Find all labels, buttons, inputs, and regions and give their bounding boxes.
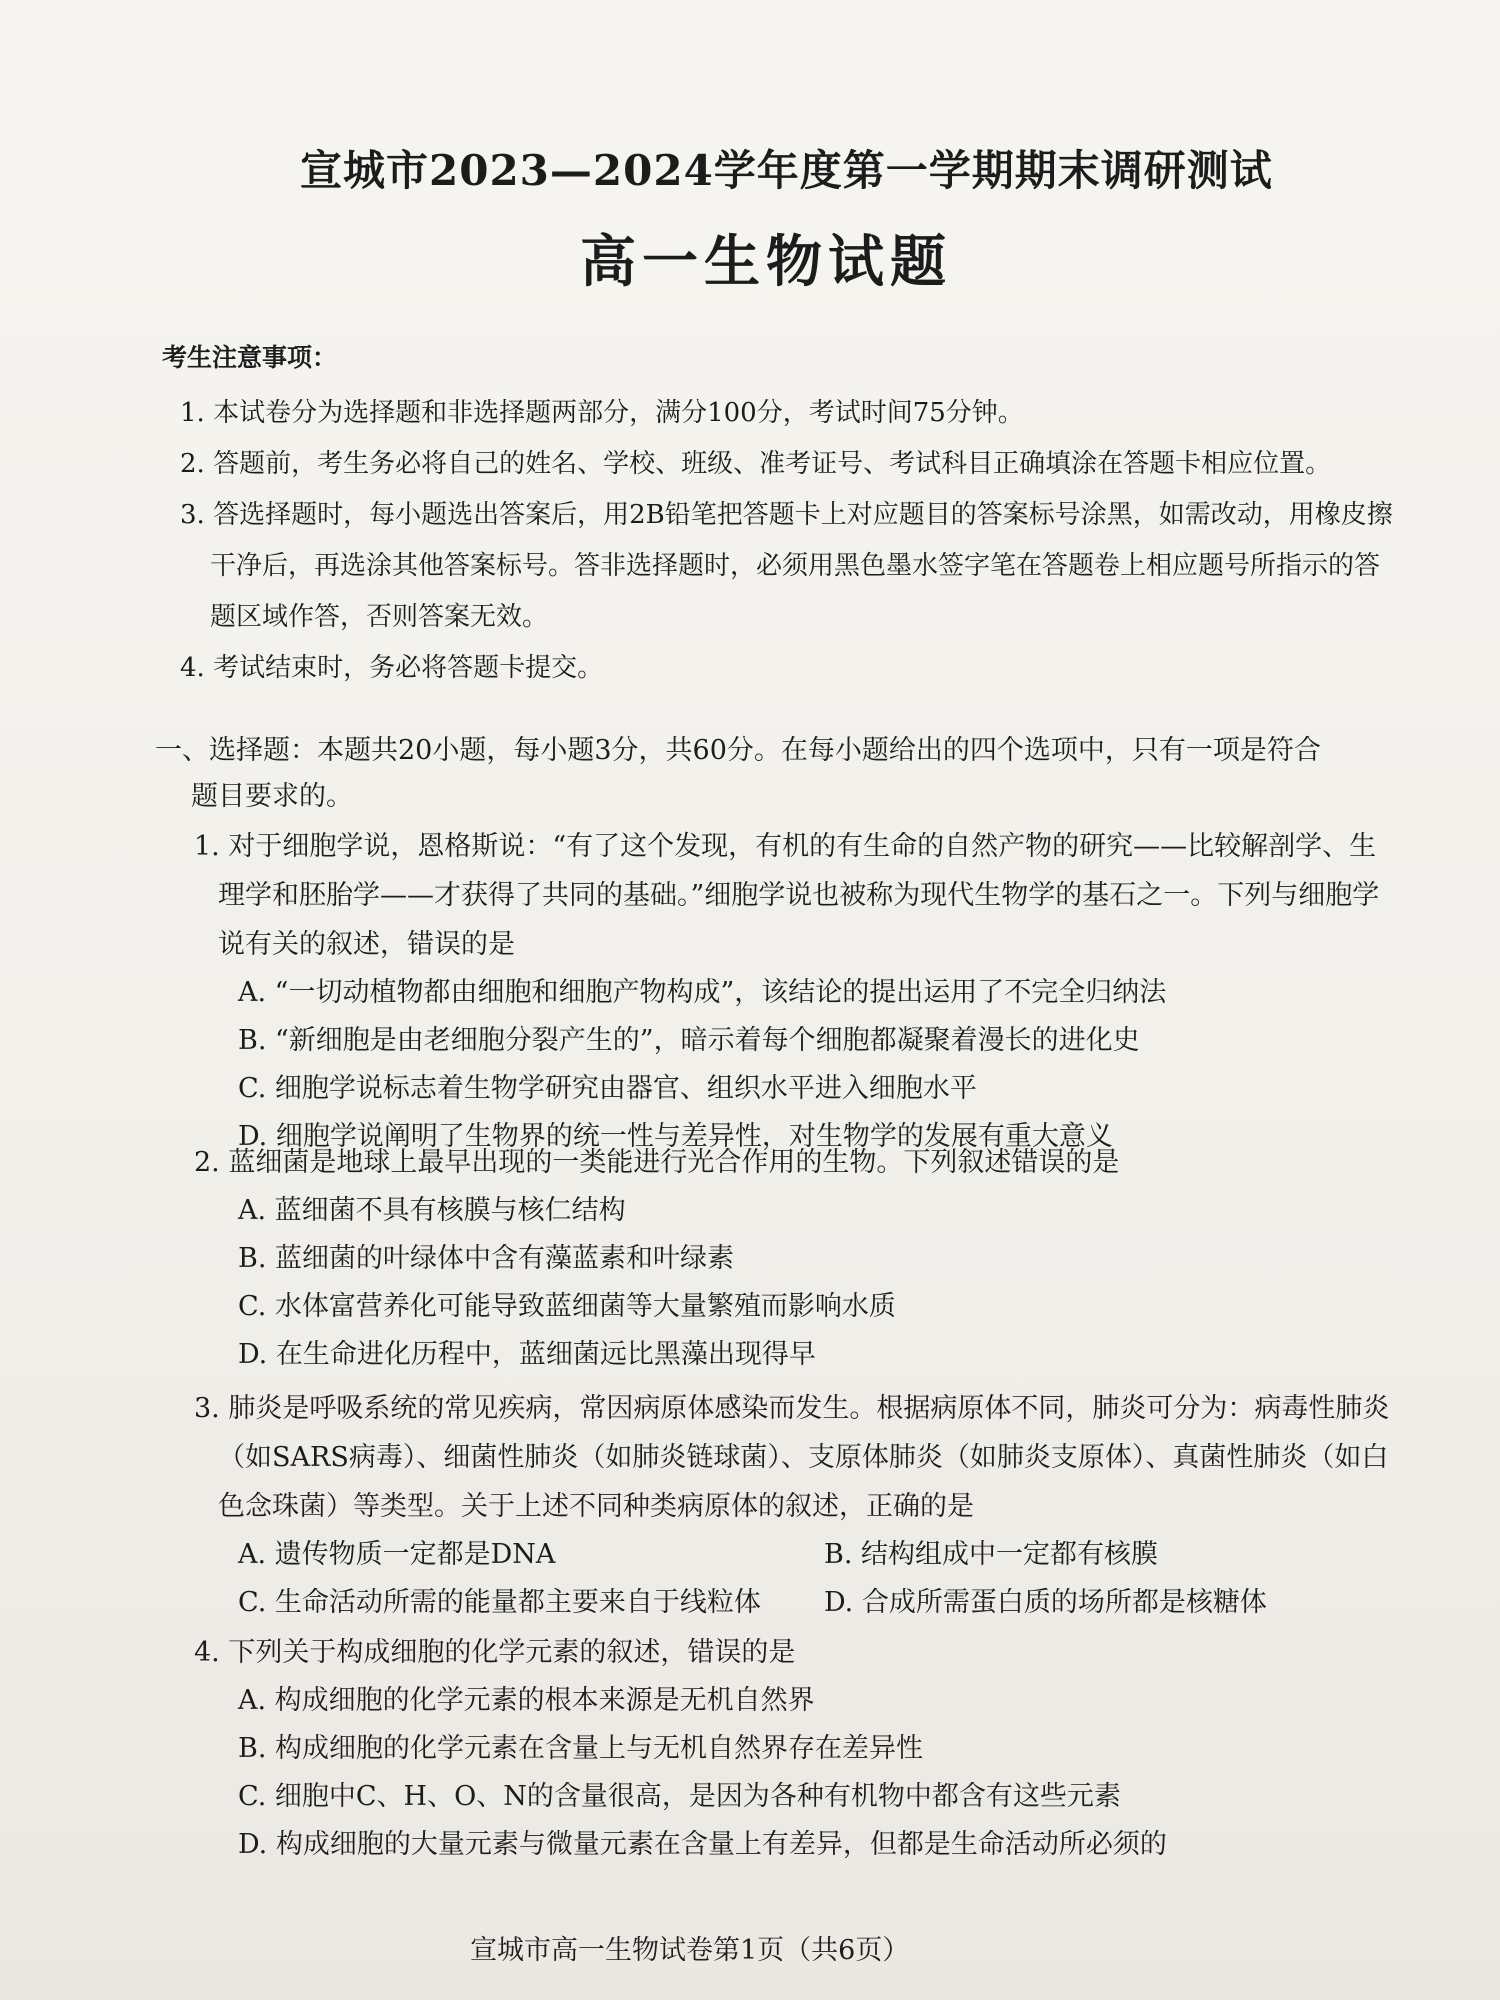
question-stem: 4. 下列关于构成细胞的化学元素的叙述，错误的是 [194, 1637, 796, 1668]
note-item: 1. 本试卷分为选择题和非选择题两部分，满分100分，考试时间75分钟。 [180, 398, 1024, 428]
question-4 [180, 1628, 1400, 1869]
bleed-through-text [160, 238, 169, 266]
note-item: 3. 答选择题时，每小题选出答案后，用2B铅笔把答题卡上对应题目的答案标号涂黑，如需改动，用橡皮擦干净后，再选涂其他答案标号。答非选择题时，必须用黑色墨水签字笔在答题卷上相应题号所指示的答题区域作答，否则答案无效。 [180, 500, 1393, 632]
option-a: A. 构成细胞的化学元素的根本来源是无机自然界 [238, 1685, 815, 1716]
option-a: A. 蓝细菌不具有核膜与核仁结构 [238, 1195, 626, 1226]
note-item: 2. 答题前，考生务必将自己的姓名、学校、班级、准考证号、考试科目正确填涂在答题卡相应位置。 [180, 449, 1332, 479]
option-row [180, 1531, 1400, 1579]
note-item: 4. 考试结束时，务必将答题卡提交。 [180, 653, 604, 683]
option-d: D. 在生命进化历程中，蓝细菌远比黑藻出现得早 [238, 1339, 816, 1370]
option-b: B. 结构组成中一定都有核膜 [824, 1539, 1159, 1570]
question-stem: 3. 肺炎是呼吸系统的常见疾病，常因病原体感染而发生。根据病原体不同，肺炎可分为：病毒性肺炎（如SARS病毒）、细菌性肺炎（如肺炎链球菌）、支原体肺炎（如肺炎支原体）、真菌性肺炎（如白色念珠菌）等类型。关于上述不同种类病原体的叙述，正确的是 [194, 1393, 1390, 1522]
option-d: D. 合成所需蛋白质的场所都是核糖体 [824, 1587, 1267, 1618]
option-b: B. “新细胞是由老细胞分裂产生的”，暗示着每个细胞都凝聚着漫长的进化史 [238, 1025, 1140, 1056]
option-c: C. 细胞学说标志着生物学研究由器官、组织水平进入细胞水平 [238, 1073, 977, 1104]
section-title: 一、选择题：本题共20小题，每小题3分，共60分。在每小题给出的四个选项中，只有一项是符合 [155, 735, 1321, 766]
option-c: C. 生命活动所需的能量都主要来自于线粒体 [238, 1587, 761, 1618]
option-d: D. 构成细胞的大量元素与微量元素在含量上有差异，但都是生命活动所必须的 [238, 1829, 1167, 1860]
subject-title: 高一生物试题 [580, 229, 952, 295]
question-3 [180, 1384, 1400, 1627]
notes-heading: 考生注意事项： [162, 343, 338, 372]
option-row [180, 1579, 1400, 1627]
option-b: B. 蓝细菌的叶绿体中含有藻蓝素和叶绿素 [238, 1243, 735, 1274]
option-a: A. “一切动植物都由细胞和细胞产物构成”，该结论的提出运用了不完全归纳法 [238, 977, 1167, 1008]
question-stem: 1. 对于细胞学说，恩格斯说：“有了这个发现，有机的有生命的自然产物的研究——比较解剖学、生理学和胚胎学——才获得了共同的基础。”细胞学说也被称为现代生物学的基石之一。下列与细胞学说有关的叙述，错误的是 [194, 831, 1380, 960]
option-b: B. 构成细胞的化学元素在含量上与无机自然界存在差异性 [238, 1733, 924, 1764]
option-d: D. 细胞学说阐明了生物界的统一性与差异性，对生物学的发展有重大意义 [238, 1121, 1113, 1152]
section-header [155, 728, 1385, 820]
exam-notes [162, 338, 1402, 694]
question-2 [180, 1138, 1400, 1379]
page-footer: 宣城市高一生物试卷第1页（共6页） [470, 1935, 910, 1966]
option-c: C. 水体富营养化可能导致蓝细菌等大量繁殖而影响水质 [238, 1291, 896, 1322]
section-title-continued: 题目要求的。 [191, 781, 353, 812]
option-a: A. 遗传物质一定都是DNA [238, 1539, 556, 1570]
exam-title: 宣城市2023—2024学年度第一学期期末调研测试 [300, 146, 1273, 195]
question-stem: 2. 蓝细菌是地球上最早出现的一类能进行光合作用的生物。下列叙述错误的是 [194, 1147, 1120, 1178]
option-c: C. 细胞中C、H、O、N的含量很高，是因为各种有机物中都含有这些元素 [238, 1781, 1121, 1812]
question-1 [180, 822, 1400, 1161]
